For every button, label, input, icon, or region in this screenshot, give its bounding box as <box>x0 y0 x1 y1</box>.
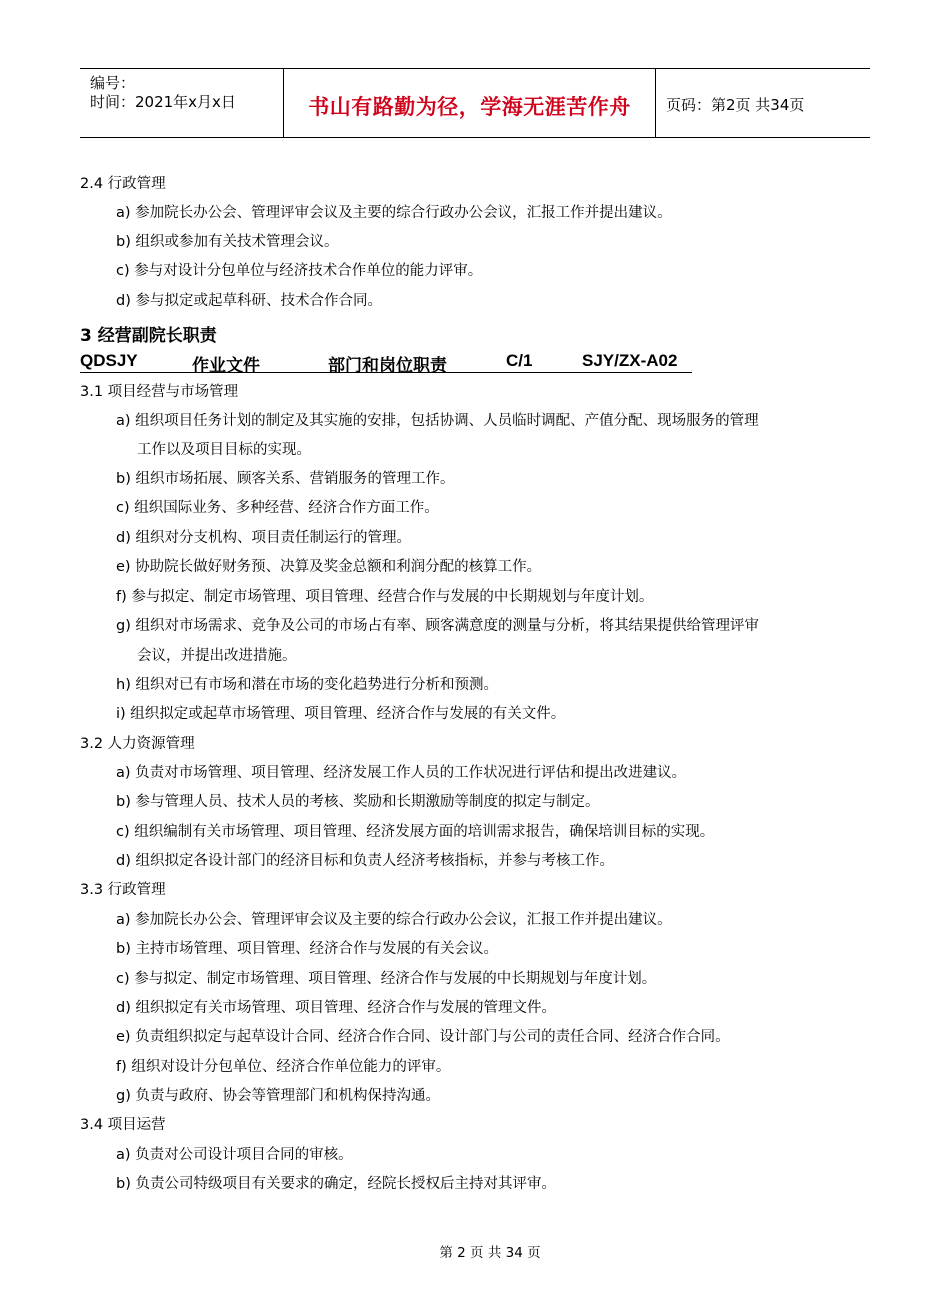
section-heading: 3.4 项目运营 <box>80 1117 166 1133</box>
list-item: c) 组织编制有关市场管理、项目管理、经济发展方面的培训需求报告，确保培训目标的实现。 <box>116 824 715 840</box>
section-heading: 3.3 行政管理 <box>80 882 166 898</box>
list-item: g) 负责与政府、协会等管理部门和机构保持沟通。 <box>116 1088 440 1104</box>
document-id-line <box>80 351 692 373</box>
list-item: e) 负责组织拟定与起草设计合同、经济合作合同、设计部门与公司的责任合同、经济合作合同。 <box>116 1029 730 1045</box>
list-item: b) 组织市场拓展、顾客关系、营销服务的管理工作。 <box>116 471 455 487</box>
page-header <box>80 68 870 138</box>
time-label: 时间：2021年x月x日 <box>90 93 236 111</box>
list-item: b) 参与管理人员、技术人员的考核、奖励和长期激励等制度的拟定与制定。 <box>116 794 600 810</box>
list-item: c) 组织国际业务、多种经营、经济合作方面工作。 <box>116 500 439 516</box>
list-item: a) 组织项目任务计划的制定及其实施的安排，包括协调、人员临时调配、产值分配、现场服务的管理 <box>116 413 759 429</box>
list-item: d) 参与拟定或起草科研、技术合作合同。 <box>116 293 382 309</box>
list-item: b) 负责公司特级项目有关要求的确定，经院长授权后主持对其评审。 <box>116 1176 556 1192</box>
doc-code: QDSJY <box>80 351 138 370</box>
section-heading: 2.4 行政管理 <box>80 176 166 192</box>
list-item: a) 参加院长办公会、管理评审会议及主要的综合行政办公会议，汇报工作并提出建议。 <box>116 205 672 221</box>
doc-version: C/1 <box>506 351 533 370</box>
list-item: c) 参与对设计分包单位与经济技术合作单位的能力评审。 <box>116 263 483 279</box>
doc-name: 部门和岗位职责 <box>328 356 447 375</box>
motto: 书山有路勤为径，学海无涯苦作舟 <box>308 95 631 119</box>
list-item-continuation: 会议，并提出改进措施。 <box>137 648 297 664</box>
doc-type: 作业文件 <box>192 356 260 375</box>
list-item: d) 组织对分支机构、项目责任制运行的管理。 <box>116 530 411 546</box>
list-item: b) 主持市场管理、项目管理、经济合作与发展的有关会议。 <box>116 941 498 957</box>
number-label: 编号： <box>90 74 136 92</box>
header-left-cell <box>80 69 283 137</box>
page-footer: 第 2 页 共 34 页 <box>439 1245 541 1261</box>
header-page-cell <box>656 69 870 137</box>
list-item: e) 协助院长做好财务预、决算及奖金总额和利润分配的核算工作。 <box>116 559 542 575</box>
chapter-heading: 3 经营副院长职责 <box>80 326 217 346</box>
header-motto-cell <box>283 69 656 137</box>
list-item: a) 负责对公司设计项目合同的审核。 <box>116 1147 353 1163</box>
list-item: a) 负责对市场管理、项目管理、经济发展工作人员的工作状况进行评估和提出改进建议。 <box>116 765 687 781</box>
section-heading: 3.1 项目经营与市场管理 <box>80 384 239 400</box>
list-item: g) 组织对市场需求、竞争及公司的市场占有率、顾客满意度的测量与分析，将其结果提供给管理评审 <box>116 618 759 634</box>
list-item: d) 组织拟定有关市场管理、项目管理、经济合作与发展的管理文件。 <box>116 1000 556 1016</box>
list-item: f) 组织对设计分包单位、经济合作单位能力的评审。 <box>116 1059 451 1075</box>
page-label: 页码：第2页 共34页 <box>666 96 805 114</box>
list-item-continuation: 工作以及项目目标的实现。 <box>137 442 311 458</box>
list-item: f) 参与拟定、制定市场管理、项目管理、经营合作与发展的中长期规划与年度计划。 <box>116 589 654 605</box>
list-item: i) 组织拟定或起草市场管理、项目管理、经济合作与发展的有关文件。 <box>116 706 566 722</box>
list-item: h) 组织对已有市场和潜在市场的变化趋势进行分析和预测。 <box>116 677 498 693</box>
list-item: c) 参与拟定、制定市场管理、项目管理、经济合作与发展的中长期规划与年度计划。 <box>116 971 657 987</box>
section-heading: 3.2 人力资源管理 <box>80 736 195 752</box>
list-item: d) 组织拟定各设计部门的经济目标和负责人经济考核指标，并参与考核工作。 <box>116 853 614 869</box>
list-item: a) 参加院长办公会、管理评审会议及主要的综合行政办公会议，汇报工作并提出建议。 <box>116 912 672 928</box>
list-item: b) 组织或参加有关技术管理会议。 <box>116 234 339 250</box>
doc-number: SJY/ZX-A02 <box>582 351 678 370</box>
